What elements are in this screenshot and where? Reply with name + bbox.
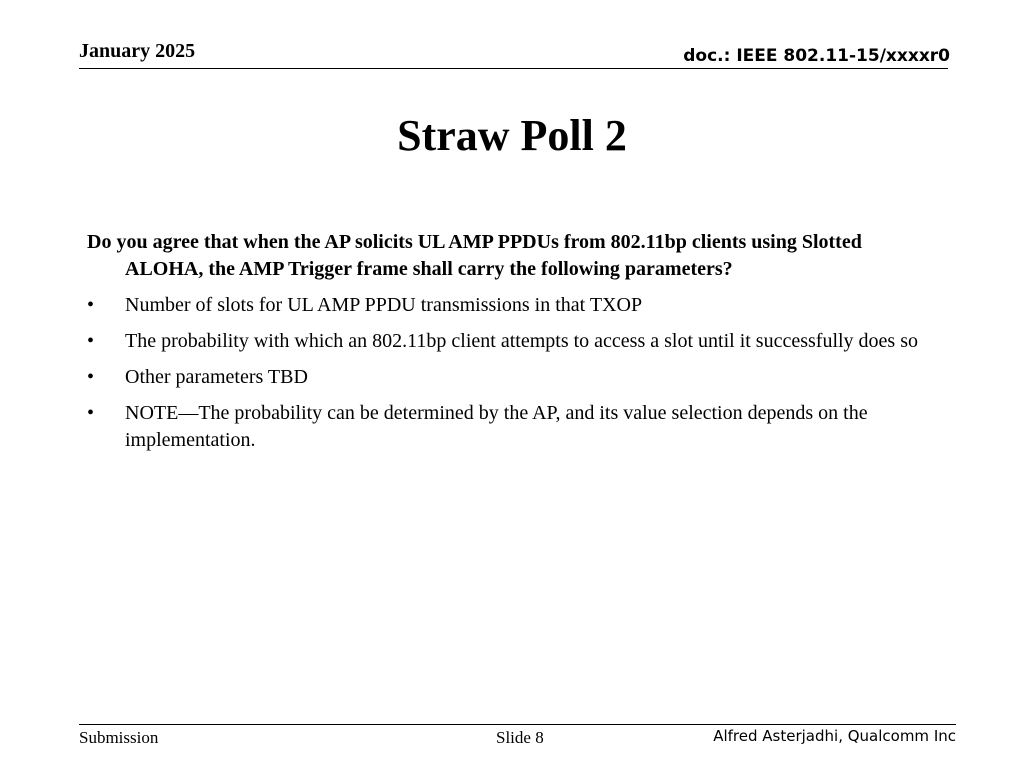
slide-title: Straw Poll 2 <box>397 111 627 160</box>
header-divider <box>79 68 948 69</box>
header-date: January 2025 <box>79 40 196 62</box>
footer-submission: Submission <box>79 728 159 747</box>
bullet-list <box>87 292 927 454</box>
bullet-text: Other parameters TBD <box>125 366 308 388</box>
footer-slide-number: Slide 8 <box>496 728 544 747</box>
footer-author: Alfred Asterjadhi, Qualcomm Inc <box>713 727 956 745</box>
bullet-item <box>87 292 927 319</box>
bullet-text: The probability with which an 802.11bp client attempts to access a slot until it successfully does so <box>125 330 918 352</box>
bullet-text: NOTE—The probability can be determined by the AP, and its value selection depends on the implementation. <box>125 402 868 451</box>
bullet-glyph: • <box>87 402 95 424</box>
bullet-glyph: • <box>87 330 95 352</box>
bullet-item <box>87 400 927 454</box>
bullet-item <box>87 364 927 391</box>
header-doc-id: doc.: IEEE 802.11-15/xxxxr0 <box>683 46 950 66</box>
slide-body <box>87 229 927 463</box>
bullet-glyph: • <box>87 294 95 316</box>
question-text: Do you agree that when the AP solicits UL AMP PPDUs from 802.11bp clients using Slotted ALOHA, the AMP Trigger frame shall carry the following parameters? <box>87 231 862 280</box>
bullet-glyph: • <box>87 366 95 388</box>
bullet-item <box>87 328 927 355</box>
footer-divider <box>79 724 956 725</box>
bullet-text: Number of slots for UL AMP PPDU transmissions in that TXOP <box>125 294 643 316</box>
